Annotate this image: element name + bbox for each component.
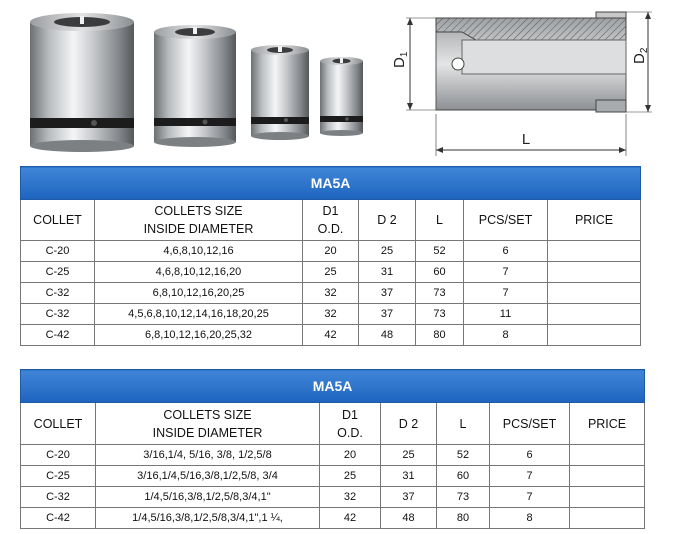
cell-d1: 20 — [303, 241, 359, 262]
cell-d2: 25 — [359, 241, 416, 262]
collet-medium — [154, 25, 236, 147]
cell-d2: 31 — [381, 466, 437, 487]
cell-collet: C-42 — [21, 325, 95, 346]
table-title: MA5A — [21, 167, 641, 200]
cell-l: 60 — [437, 466, 490, 487]
table-row — [21, 487, 645, 508]
ma5a-metric-table — [20, 166, 641, 346]
cell-d2: 48 — [381, 508, 437, 529]
cell-price — [570, 508, 645, 529]
cell-d1: 32 — [303, 283, 359, 304]
table-row — [21, 262, 641, 283]
table-row — [21, 241, 641, 262]
header-d1: D1 O.D. — [320, 403, 381, 445]
header-collet: COLLET — [21, 200, 95, 241]
cell-pcs: 6 — [490, 445, 570, 466]
cell-pcs: 6 — [464, 241, 548, 262]
cell-pcs: 8 — [464, 325, 548, 346]
cell-d2: 31 — [359, 262, 416, 283]
cell-d2: 25 — [381, 445, 437, 466]
collet-smallest — [320, 57, 363, 136]
header-d2: D 2 — [381, 403, 437, 445]
cell-size: 6,8,10,12,16,20,25 — [95, 283, 303, 304]
cell-l: 80 — [437, 508, 490, 529]
collet-large — [30, 13, 134, 152]
table-row — [21, 508, 645, 529]
cell-pcs: 7 — [464, 283, 548, 304]
header-price: PRICE — [570, 403, 645, 445]
cell-collet: C-20 — [21, 241, 95, 262]
cell-collet: C-42 — [21, 508, 96, 529]
cell-l: 73 — [416, 283, 464, 304]
header-d1: D1 O.D. — [303, 200, 359, 241]
header-pcs-set: PCS/SET — [464, 200, 548, 241]
cell-price — [548, 325, 641, 346]
cell-d1: 42 — [320, 508, 381, 529]
header-pcs-set: PCS/SET — [490, 403, 570, 445]
table-title: MA5A — [21, 370, 645, 403]
table-row — [21, 304, 641, 325]
cell-price — [548, 241, 641, 262]
cell-d2: 37 — [359, 283, 416, 304]
cell-collet: C-32 — [21, 487, 96, 508]
cell-d2: 37 — [381, 487, 437, 508]
cell-size: 3/16,1/4,5/16,3/8,1/2,5/8, 3/4 — [96, 466, 320, 487]
cell-l: 60 — [416, 262, 464, 283]
cell-l: 80 — [416, 325, 464, 346]
cell-pcs: 8 — [490, 508, 570, 529]
cell-d1: 32 — [320, 487, 381, 508]
cell-l: 52 — [437, 445, 490, 466]
header-collet-size: COLLETS SIZE INSIDE DIAMETER — [96, 403, 320, 445]
table-row — [21, 325, 641, 346]
cell-collet: C-20 — [21, 445, 96, 466]
l-label: L — [521, 131, 531, 148]
cell-collet: C-25 — [21, 466, 96, 487]
cell-l: 52 — [416, 241, 464, 262]
header-l: L — [416, 200, 464, 241]
cell-d1: 25 — [320, 466, 381, 487]
header-collet-size: COLLETS SIZE INSIDE DIAMETER — [95, 200, 303, 241]
cell-d2: 37 — [359, 304, 416, 325]
table-row — [21, 445, 645, 466]
header-price: PRICE — [548, 200, 641, 241]
table-row — [21, 283, 641, 304]
header-l: L — [437, 403, 490, 445]
collet-dimension-diagram — [386, 4, 678, 162]
cell-pcs: 11 — [464, 304, 548, 325]
collets-product-photo — [22, 6, 370, 158]
cell-size: 1/4,5/16,3/8,1/2,5/8,3/4,1" — [96, 487, 320, 508]
cell-price — [548, 283, 641, 304]
header-collet: COLLET — [21, 403, 96, 445]
cell-pcs: 7 — [490, 466, 570, 487]
cell-price — [548, 304, 641, 325]
cell-size: 6,8,10,12,16,20,25,32 — [95, 325, 303, 346]
collet-small — [251, 45, 309, 140]
cell-d1: 25 — [303, 262, 359, 283]
table-row — [21, 466, 645, 487]
ma5a-inch-table — [20, 369, 645, 529]
header-d2: D 2 — [359, 200, 416, 241]
cell-pcs: 7 — [464, 262, 548, 283]
cell-d1: 32 — [303, 304, 359, 325]
cell-d1: 42 — [303, 325, 359, 346]
d1-label: $D_1$ — [391, 51, 410, 68]
cell-collet: C-25 — [21, 262, 95, 283]
cell-size: 4,6,8,10,12,16 — [95, 241, 303, 262]
cell-price — [570, 487, 645, 508]
cell-size: 1/4,5/16,3/8,1/2,5/8,3/4,1",1 ¼, — [96, 508, 320, 529]
cell-pcs: 7 — [490, 487, 570, 508]
cell-price — [570, 466, 645, 487]
cell-size: 4,5,6,8,10,12,14,16,18,20,25 — [95, 304, 303, 325]
cell-d2: 48 — [359, 325, 416, 346]
cell-collet: C-32 — [21, 304, 95, 325]
cell-l: 73 — [416, 304, 464, 325]
cell-size: 3/16,1/4, 5/16, 3/8, 1/2,5/8 — [96, 445, 320, 466]
d2-label: $D_2$ — [631, 47, 650, 64]
cell-size: 4,6,8,10,12,16,20 — [95, 262, 303, 283]
cell-price — [548, 262, 641, 283]
cell-l: 73 — [437, 487, 490, 508]
cell-price — [570, 445, 645, 466]
cell-collet: C-32 — [21, 283, 95, 304]
cell-d1: 20 — [320, 445, 381, 466]
